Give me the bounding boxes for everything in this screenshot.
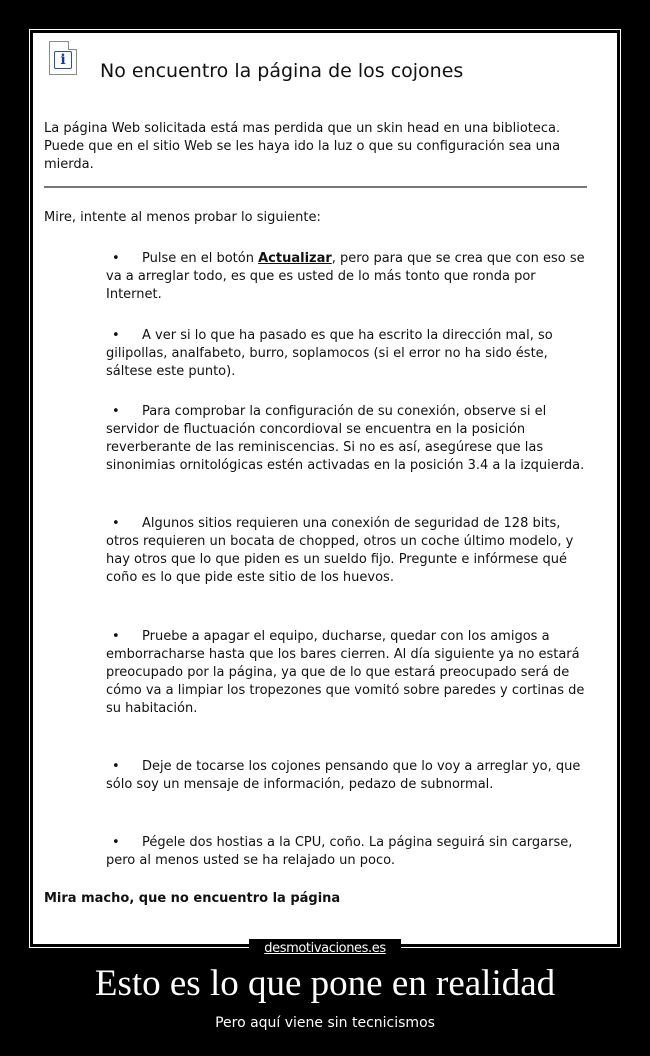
error-header [45,41,605,85]
tip-text: Algunos sitios requieren una conexión de seguridad de 128 bits, otros requieren un bocata de chopped, otros un coche último modelo, y hay otros que lo que piden es un sueldo fijo. Pregunte e infórmese qué coño es lo que pide este sitio de los huevos. [106,516,574,585]
site-watermark [249,939,401,958]
bullet: • [112,251,120,266]
page-fold-corner [68,41,77,50]
error-page-panel [33,33,617,944]
tip-text: Pulse en el botón [142,251,259,266]
caption-subtitle: Pero aquí viene sin tecnicismos [215,1015,435,1031]
info-page-icon [49,41,77,75]
page-title: No encuentro la página de los cojones [100,60,464,82]
watermark-text: desmotivaciones.es [264,941,386,956]
divider [44,186,587,188]
bullet: • [112,629,120,644]
footer-line: Mira macho, que no encuentro la página [44,891,341,906]
bullet: • [112,759,120,774]
bullet: • [112,328,120,343]
tip-text: , pero para que se crea que con eso se va a arreglar todo, es que es usted de lo más tonto que ronda por Internet. [106,251,585,302]
tip-text: A ver si lo que ha pasado es que ha escrito la dirección mal, so gilipollas, analfabeto, burro, soplamocos (si el error no ha sido éste, sáltese este punto). [106,328,553,379]
bullet: • [112,404,120,419]
try-heading: Mire, intente al menos probar lo siguiente: [44,210,321,225]
tip-text: Deje de tocarse los cojones pensando que lo voy a arreglar yo, que sólo soy un mensaje de información, pedazo de subnormal. [106,759,581,792]
tip-text: Pruebe a apagar el equipo, ducharse, quedar con los amigos a emborracharse hasta que los bares cierren. Al día siguiente ya no estará preocupado por la página, ya que de lo que estará preocupado será de cómo va a limpiar los tropezones que vomitó sobre paredes y cortinas de su habitación. [106,629,585,716]
info-glyph: i [54,51,72,69]
tip-item [106,515,586,587]
bullet: • [112,835,120,850]
tip-item [106,250,586,304]
tip-item [106,758,586,794]
tip-item [106,403,586,475]
intro-text: La página Web solicitada está mas perdida que un skin head en una biblioteca. Puede que en el sitio Web se les haya ido la luz o que su configuración sea una mierda. [44,121,561,172]
refresh-link[interactable]: Actualizar [258,251,332,266]
tip-text: Para comprobar la configuración de su conexión, observe si el servidor de fluctuación concordioval se encuentra en la posición reverberante de las reminiscencias. Si no es así, asegúrese que las sinonimias ornitológicas estén activadas en la posición 3.4 a la izquierda. [106,404,585,473]
tip-item [106,834,586,870]
tip-item [106,628,586,718]
bullet: • [112,516,120,531]
caption-title: Esto es lo que pone en realidad [94,963,556,1004]
tip-item [106,327,586,381]
tip-text: Pégele dos hostias a la CPU, coño. La página seguirá sin cargarse, pero al menos usted se ha relajado un poco. [106,835,573,868]
